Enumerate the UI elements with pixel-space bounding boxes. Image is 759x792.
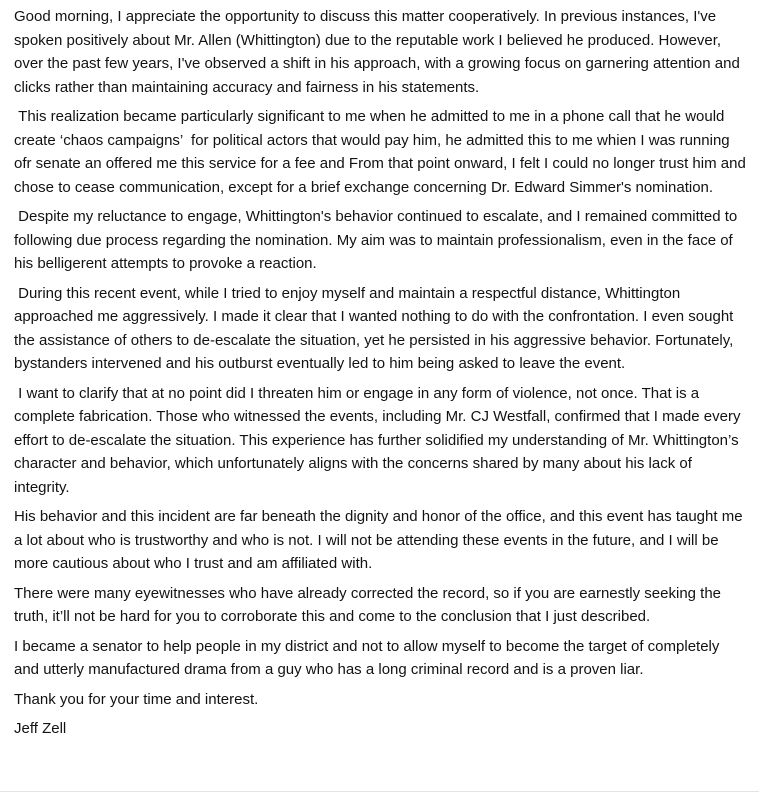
paragraph-senator: I became a senator to help people in my district and not to allow myself to become the target of completely and utterly manufactured drama from a guy who has a long criminal record and is a proven liar. xyxy=(14,637,724,678)
paragraph-greeting: Good morning, I appreciate the opportunity to discuss this matter cooperatively. In previous instances, I've spoken positively about Mr. Allen (Whittington) due to the reputable work I believed he produced. However, over the past few years, I've observed a shift in his approach, with a growing focus on garnering attention and clicks rather than maintaining accuracy and fairness in his statements. xyxy=(14,8,744,96)
paragraph-recent-event: During this recent event, while I tried to enjoy myself and maintain a respectful distance, Whittington approached me aggressively. I made it clear that I wanted nothing to do with the confrontation. I even sought the assistance of others to de-escalate the situation, yet he persisted in his aggressive behavior. Fortunately, bystanders intervened and his outburst eventually led to him being asked to leave the event. xyxy=(14,284,738,372)
signature: Jeff Zell xyxy=(14,720,67,737)
paragraph-eyewitnesses: There were many eyewitnesses who have already corrected the record, so if you are earnestly seeking the truth, it’ll not be hard for you to corroborate this and come to the conclusion that I just described. xyxy=(14,584,726,625)
paragraph-reluctance: Despite my reluctance to engage, Whittington's behavior continued to escalate, and I remained committed to following due process regarding the nomination. My aim was to maintain professionalism, even in the face of his belligerent attempts to provoke a reaction. xyxy=(14,208,742,272)
paragraph-realization: This realization became particularly significant to me when he admitted to me in a phone call that he would create ‘chaos campaigns’ for political actors that would pay him, he admitted this to me whien I was running ofr senate an offered me this service for a fee and From that point onward, I felt I could no longer trust him and chose to cease communication, except for a brief exchange concerning Dr. Edward Simmer's nomination. xyxy=(14,108,750,196)
paragraph-behavior: His behavior and this incident are far beneath the dignity and honor of the office, and this event has taught me a lot about who is trustworthy and who is not. I will not be attending these events in the future, and I will be more cautious about who I trust and am affiliated with. xyxy=(14,508,747,572)
paragraph-clarification: I want to clarify that at no point did I threaten him or engage in any form of violence, not once. That is a complete fabrication. Those who witnessed the events, including Mr. CJ Westfall, confirmed that I made every effort to de-escalate the situation. This experience has further solidified my understanding of Mr. Whittington’s character and behavior, which unfortunately aligns with the concerns shared by many about his lack of integrity. xyxy=(14,384,745,496)
paragraph-thanks: Thank you for your time and interest. xyxy=(14,690,259,708)
